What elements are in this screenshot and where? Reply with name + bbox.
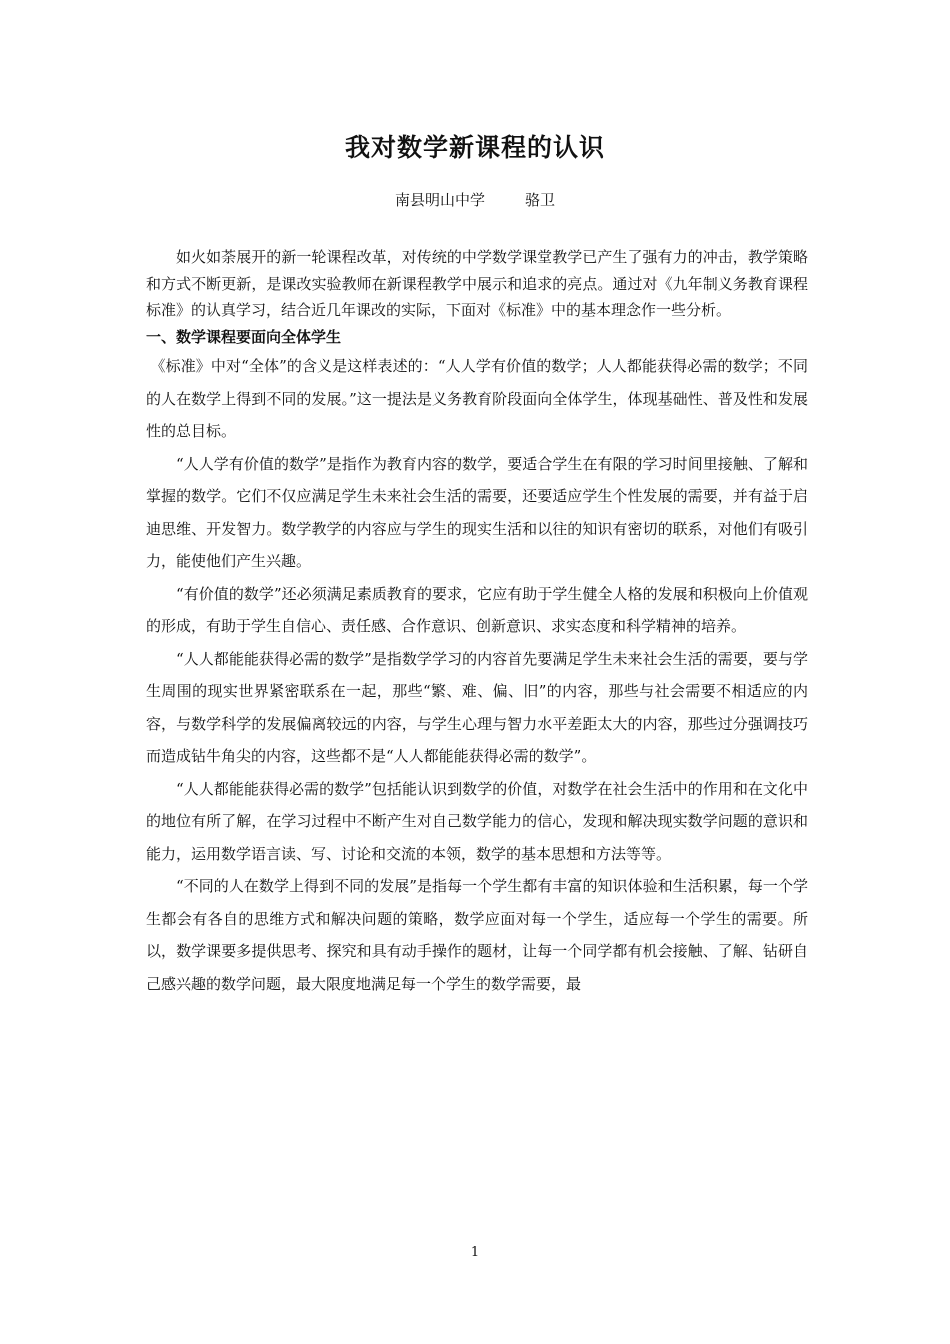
author-name: 骆卫 bbox=[525, 191, 556, 209]
body-paragraph-6: “不同的人在数学上得到不同的发展”是指每一个学生都有丰富的知识体验和生活积累，每一个学生都会有各自的思维方式和解决问题的策略，数学应面对每一个学生，适应每一个学生的需要。所以，数学课要多提供思考、探究和具有动手操作的题材，让每一个同学都有机会接触、了解、钻研自己感兴趣的数学问题，最大限度地满足每一个学生的数学需要，最 bbox=[146, 877, 808, 993]
page-number: 1 bbox=[470, 1245, 480, 1260]
body-paragraph-4: “人人都能能获得必需的数学”是指数学学习的内容首先要满足学生未来社会生活的需要，要与学生周围的现实世界紧密联系在一起，那些“繁、难、偏、旧”的内容，那些与社会需要不相适应的内容，与数学科学的发展偏离较远的内容，与学生心理与智力水平差距太大的内容，那些过分强调技巧而造成钻牛角尖的内容，这些都不是“人人都能能获得必需的数学”。 bbox=[146, 649, 808, 766]
body-paragraph-3: “有价值的数学”还必须满足素质教育的要求，它应有助于学生健全人格的发展和积极向上价值观的形成，有助于学生自信心、责任感、合作意识、创新意识、求实态度和科学精神的培养。 bbox=[146, 584, 808, 636]
body-paragraph-1: 《标准》中对“全体”的含义是这样表述的：“人人学有价值的数学；人人都能获得必需的数学；不同的人在数学上得到不同的发展。”这一提法是义务教育阶段面向全体学生，体现基础性、普及性和发展性的总目标。 bbox=[146, 357, 808, 441]
intro-paragraph: 如火如荼展开的新一轮课程改革，对传统的中学数学课堂教学已产生了强有力的冲击，教学策略和方式不断更新，是课改实验教师在新课程教学中展示和追求的亮点。通过对《九年制义务教育课程标准》的认真学习，结合近几年课改的实际，下面对《标准》中的基本理念作一些分析。 bbox=[146, 248, 808, 320]
document-title: 我对数学新课程的认识 bbox=[344, 133, 605, 162]
body-paragraph-5: “人人都能能获得必需的数学”包括能认识到数学的价值，对数学在社会生活中的作用和在文化中的地位有所了解，在学习过程中不断产生对自己数学能力的信心，发现和解决现实数学问题的意识和能力，运用数学语言读、写、讨论和交流的本领，数学的基本思想和方法等等。 bbox=[146, 779, 808, 863]
author-school: 南县明山中学 bbox=[394, 191, 485, 209]
document-body bbox=[146, 244, 808, 1000]
section-heading: 一、数学课程要面向全体学生 bbox=[146, 328, 342, 347]
body-paragraph-2: “人人学有价值的数学”是指作为教育内容的数学，要适合学生在有限的学习时间里接触、了解和掌握的数学。它们不仅应满足学生未来社会生活的需要，还要适应学生个性发展的需要，并有益于启迪思维、开发智力。数学教学的内容应与学生的现实生活和以往的知识有密切的联系，对他们有吸引力，能使他们产生兴趣。 bbox=[146, 454, 808, 571]
author-line bbox=[0, 188, 950, 212]
